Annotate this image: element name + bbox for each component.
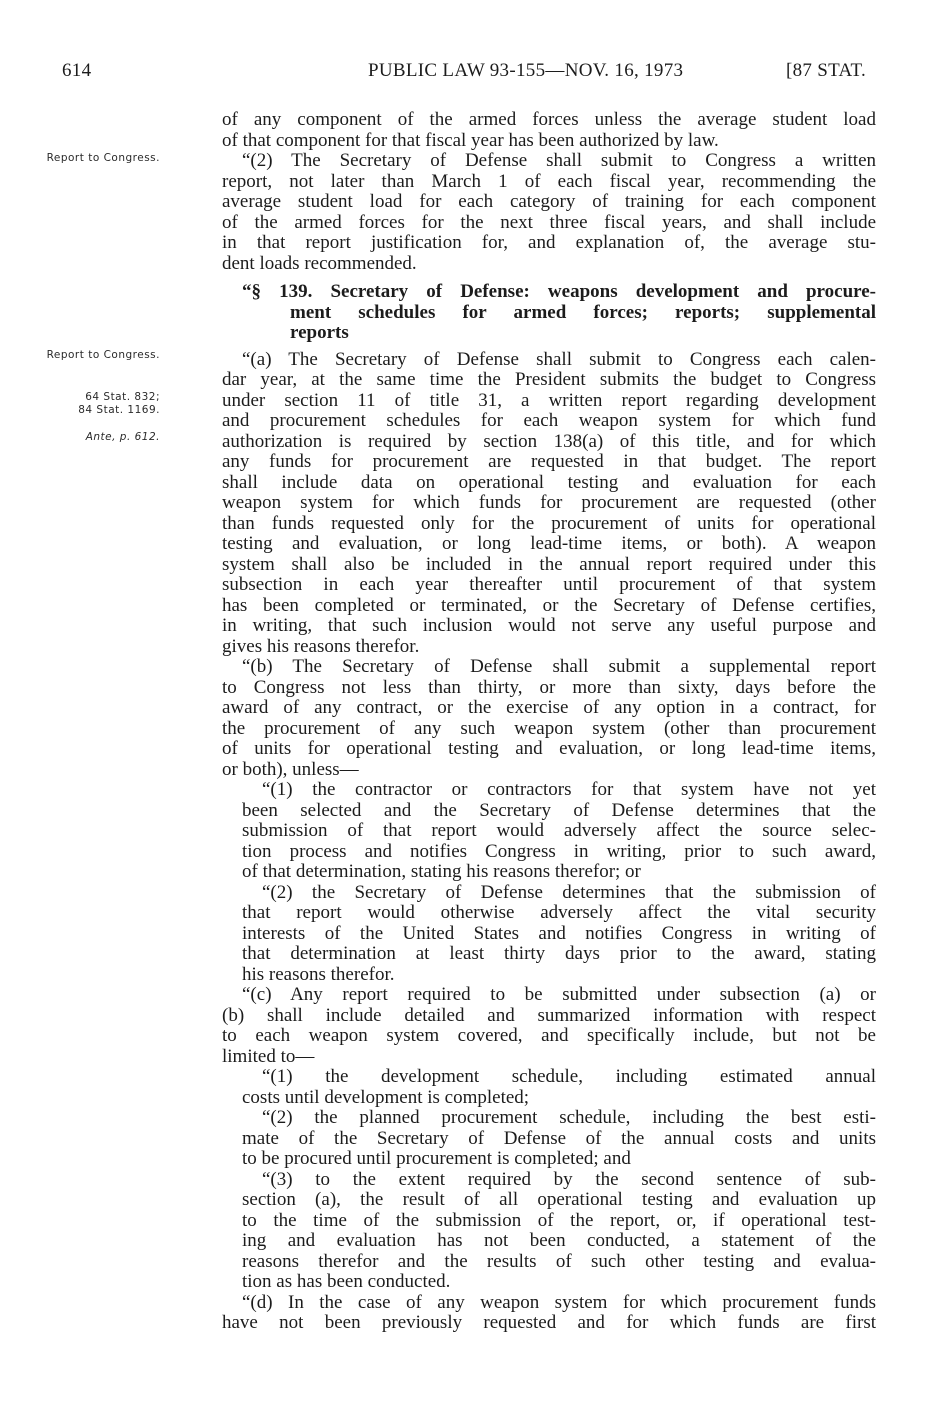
text-line: “(2) the Secretary of Defense determines that the submission of	[262, 881, 876, 903]
text-line: reasons therefor and the results of such other testing and evalua-	[242, 1250, 876, 1272]
text-line: tion as has been conducted.	[242, 1271, 451, 1292]
statute-volume: [87 STAT.	[786, 60, 866, 81]
margin-note-citation: 64 Stat. 832;	[85, 391, 160, 403]
paragraph	[222, 780, 876, 883]
text-line: gives his reasons therefor.	[222, 635, 420, 657]
text-line: ment schedules for armed forces; reports; supplemental	[290, 301, 876, 323]
section-heading	[222, 282, 876, 344]
text-line: has been completed or terminated, or the Secretary of Defense certifies,	[222, 594, 876, 616]
paragraph	[222, 985, 876, 1067]
text-line: mate of the Secretary of Defense of the annual costs and units	[242, 1127, 876, 1149]
text-line: to Congress not less than thirty, or more than sixty, days before the	[222, 676, 876, 698]
paragraph	[222, 1067, 876, 1108]
text-line: (b) shall include detailed and summarized information with respect	[222, 1004, 876, 1026]
paragraph	[222, 1108, 876, 1170]
paragraph	[222, 1170, 876, 1293]
text-line: costs until development is completed;	[242, 1086, 530, 1108]
text-line: dent loads recommended.	[222, 252, 417, 274]
text-line: ing and evaluation has not been conducted, a statement of the	[242, 1230, 876, 1251]
text-line: report, not later than March 1 of each fiscal year, recommending the	[222, 170, 876, 192]
text-line: “(2) The Secretary of Defense shall submit to Congress a written	[242, 150, 876, 171]
text-line: dar year, at the same time the President submits the budget to Congress	[222, 369, 876, 390]
text-line: “(a) The Secretary of Defense shall submit to Congress each calen-	[242, 348, 876, 370]
text-line: authorization is required by section 138(a) of this title, and for which	[222, 430, 876, 452]
text-line: average student load for each category of training for each component	[222, 191, 876, 212]
text-line: of units for operational testing and evaluation, or long lead-time items,	[222, 738, 876, 759]
text-line: under section 11 of title 31, a written report regarding development	[222, 389, 876, 411]
text-line: any funds for procurement are requested in that budget. The report	[222, 451, 876, 472]
paragraph	[222, 883, 876, 986]
text-line: shall include data on operational testing and evaluation for each	[222, 471, 876, 493]
text-line: testing and evaluation, or long lead-time items, or both). A weapon	[222, 533, 876, 554]
text-line: subsection in each year thereafter until procurement of that system	[222, 574, 876, 595]
text-line: to the time of the submission of the report, or, if operational test-	[242, 1209, 876, 1231]
text-line: “(c) Any report required to be submitted under subsection (a) or	[242, 984, 876, 1005]
text-line: system shall also be included in the annual report required under this	[222, 553, 876, 575]
text-line: “(d) In the case of any weapon system for which procurement funds	[242, 1291, 876, 1313]
text-line: to be procured until procurement is completed; and	[242, 1148, 631, 1169]
paragraph	[222, 1293, 876, 1334]
margin-note-report: Report to Congress.	[46, 152, 160, 164]
text-line: in that report justification for, and explanation of, the average stu-	[222, 232, 876, 253]
page-number: 614	[62, 60, 92, 81]
text-line: of the armed forces for the next three fiscal years, and shall include	[222, 211, 876, 233]
text-line: “(b) The Secretary of Defense shall submit a supplemental report	[242, 656, 876, 677]
text-line: “§ 139. Secretary of Defense: weapons development and procure-	[242, 281, 876, 302]
text-line: of any component of the armed forces unless the average student load	[222, 109, 876, 130]
text-line: been selected and the Secretary of Defense determines that the	[242, 799, 876, 821]
paragraph	[222, 657, 876, 780]
margin-note-citation: 84 Stat. 1169.	[78, 404, 160, 416]
text-line: interests of the United States and notifies Congress in writing of	[242, 922, 876, 944]
text-line: the procurement of any such weapon system (other than procurement	[222, 717, 876, 739]
text-line: that report would otherwise adversely affect the vital security	[242, 902, 876, 923]
text-line: “(2) the planned procurement schedule, including the best esti-	[262, 1107, 876, 1128]
paragraph	[222, 350, 876, 658]
margin-note-citation: Ante, p. 612.	[85, 431, 160, 443]
text-line: or both), unless—	[222, 758, 359, 780]
text-line: have not been previously requested and for which funds are first	[222, 1312, 876, 1333]
paragraph	[222, 110, 876, 151]
text-line: section (a), the result of all operational testing and evaluation up	[242, 1189, 876, 1210]
body-text	[222, 110, 876, 1334]
text-line: award of any contract, or the exercise of any option in a contract, for	[222, 697, 876, 718]
paragraph	[222, 151, 876, 274]
text-line: of that component for that fiscal year has been authorized by law.	[222, 129, 719, 151]
text-line: tion process and notifies Congress in writing, prior to such award,	[242, 840, 876, 862]
text-line: reports	[290, 322, 349, 343]
text-line: “(3) to the extent required by the second sentence of sub-	[262, 1168, 876, 1190]
text-line: that determination at least thirty days prior to the award, stating	[242, 943, 876, 964]
text-line: his reasons therefor.	[242, 963, 395, 985]
text-line: to each weapon system covered, and specifically include, but not be	[222, 1025, 876, 1046]
text-line: of that determination, stating his reasons therefor; or	[242, 861, 641, 882]
text-line: “(1) the contractor or contractors for that system have not yet	[262, 779, 876, 800]
text-line: than funds requested only for the procurement of units for operational	[222, 512, 876, 534]
text-line: in writing, that such inclusion would not serve any useful purpose and	[222, 615, 876, 636]
text-line: and procurement schedules for each weapon system for which fund	[222, 410, 876, 431]
text-line: submission of that report would adversely affect the source selec-	[242, 820, 876, 841]
text-line: weapon system for which funds for procurement are requested (other	[222, 492, 876, 513]
margin-note-report: Report to Congress.	[46, 349, 160, 361]
text-line: “(1) the development schedule, including estimated annual	[262, 1066, 876, 1087]
running-title: PUBLIC LAW 93-155—NOV. 16, 1973	[368, 60, 684, 81]
text-line: limited to—	[222, 1045, 315, 1067]
